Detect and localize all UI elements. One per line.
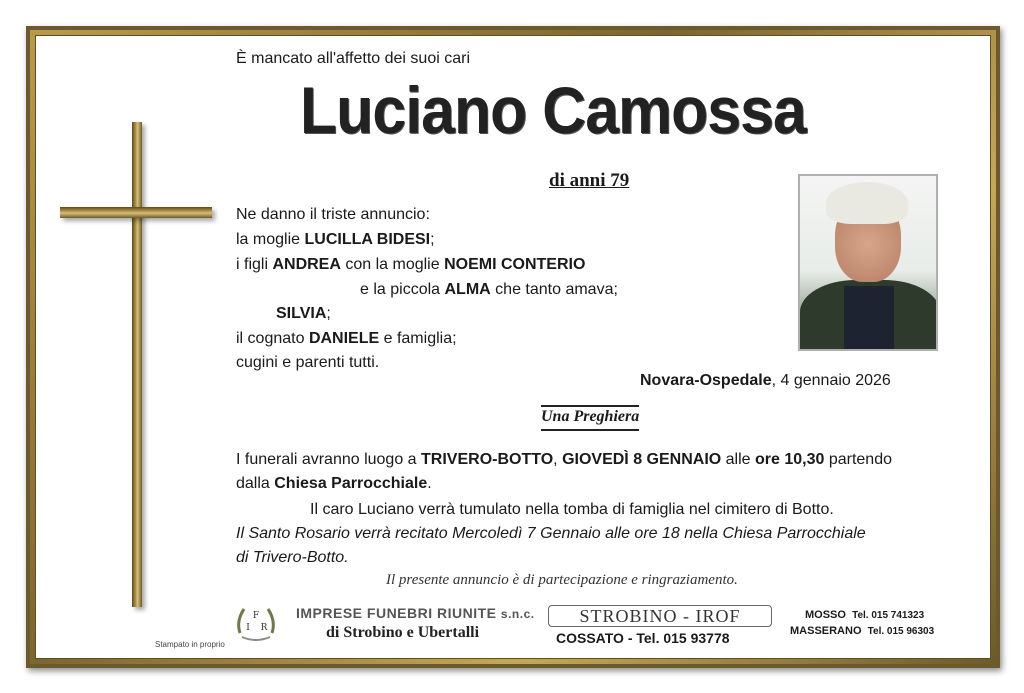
company-name: IMPRESE FUNEBRI RIUNITE: [296, 605, 497, 621]
mourner-name: ALMA: [444, 281, 491, 298]
location-phone: Tel. 015 96303: [867, 626, 935, 637]
mourner-name: ANDREA: [272, 256, 341, 273]
masserano-contact: [790, 625, 934, 637]
photo-hair: [826, 182, 908, 224]
thanks-text: Il presente annuncio è di partecipazione e ringraziamento.: [386, 572, 738, 588]
deceased-age: di anni 79: [549, 170, 630, 191]
mourner-line-4: [360, 278, 618, 302]
date: , 4 gennaio 2026: [771, 372, 891, 389]
funeral-line-1: [236, 448, 892, 472]
company-suffix: s.n.c.: [500, 607, 535, 621]
printed-note: Stampato in proprio: [155, 640, 225, 649]
mourner-text: i figli: [236, 256, 273, 273]
mourner-text: con la moglie: [340, 256, 445, 273]
mourner-name: SILVIA: [276, 305, 327, 322]
cross-icon-vertical: [132, 122, 142, 607]
mourner-text: e la piccola: [360, 281, 445, 298]
funeral-text: partendo: [824, 451, 892, 468]
mourner-text: cugini e parenti tutti.: [236, 354, 380, 371]
funeral-time: ore 10,30: [755, 451, 825, 468]
rosary-line-2: di Trivero-Botto.: [236, 549, 349, 566]
logo-letter-i: I: [246, 623, 250, 633]
location-name: MASSERANO: [790, 625, 862, 637]
deceased-photo: [798, 174, 938, 351]
mourner-text: ;: [326, 305, 331, 322]
location-phone: Tel. 015 741323: [852, 610, 925, 621]
prayer-link[interactable]: Una Preghiera: [541, 405, 639, 431]
deceased-name: Luciano Camossa: [300, 73, 806, 147]
funeral-text: I funerali avranno luogo a: [236, 451, 422, 468]
burial-text: Il caro Luciano verrà tumulato nella tomba di famiglia nel cimitero di Botto.: [310, 501, 834, 518]
mourner-line-6: [236, 327, 457, 351]
mourner-line-5: [276, 302, 331, 326]
rosary-line-1: Il Santo Rosario verrà recitato Mercoledì 7 Gennaio alle ore 18 nella Chiesa Parrocchiale: [236, 525, 866, 542]
mourner-line-3: [236, 253, 585, 277]
funeral-place: TRIVERO-BOTTO: [421, 451, 554, 468]
funeral-church: Chiesa Parrocchiale: [274, 475, 428, 492]
cossato-phone: COSSATO - Tel. 015 93778: [556, 630, 730, 646]
logo-letter-r: R: [260, 623, 268, 633]
mourner-line-2: [236, 228, 435, 252]
place: Novara-Ospedale: [640, 372, 772, 389]
mourner-text: che tanto amava;: [490, 281, 618, 298]
mourner-name: DANIELE: [308, 330, 380, 347]
funeral-text: alle: [721, 451, 755, 468]
cross-icon-horizontal: [60, 207, 212, 218]
photo-sweater: [844, 286, 894, 351]
place-date: [640, 372, 891, 390]
funeral-text: ,: [553, 451, 563, 468]
mourner-text: la moglie: [236, 231, 305, 248]
mourner-line-7: [236, 351, 379, 375]
funeral-home-name: [296, 605, 535, 621]
mourner-text: ;: [430, 231, 435, 248]
intro-text: È mancato all'affetto dei suoi cari: [236, 50, 470, 67]
funeral-line-2: [236, 472, 432, 496]
mourner-name: NOEMI CONTERIO: [444, 256, 586, 273]
funeral-home-owners: di Strobino e Ubertalli: [326, 624, 480, 641]
funeral-day: GIOVEDÌ 8 GENNAIO: [562, 451, 722, 468]
funeral-text: dalla: [236, 475, 275, 492]
laurel-logo-icon: [234, 603, 278, 643]
mourner-text: Ne danno il triste annuncio:: [236, 206, 430, 223]
funeral-text: .: [427, 475, 432, 492]
mourner-name: LUCILLA BIDESI: [304, 231, 431, 248]
logo-letter-f: F: [252, 611, 260, 621]
brand-box: STROBINO - IROF: [548, 605, 772, 627]
mourner-text: il cognato: [236, 330, 309, 347]
location-name: MOSSO: [805, 609, 846, 621]
mourner-text: e famiglia;: [379, 330, 457, 347]
mosso-contact: [805, 609, 924, 621]
mourner-line-1: [236, 203, 430, 227]
